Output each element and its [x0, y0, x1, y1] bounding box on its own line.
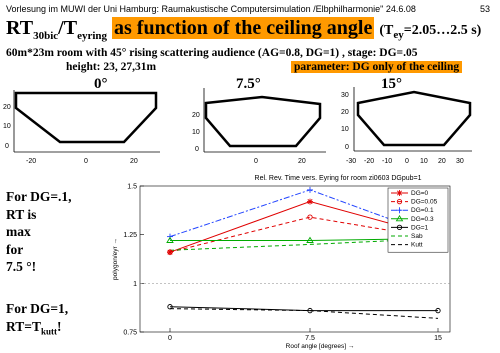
y-tick-label: 30 — [341, 92, 349, 99]
note-end: ! — [57, 318, 62, 334]
title-tail-sub: ey — [393, 28, 404, 41]
y-tick-label: 0 — [345, 144, 349, 151]
title-rt: RT — [6, 17, 34, 39]
note-line: max — [6, 224, 31, 239]
x-tick-label: 0 — [168, 335, 172, 342]
subtitle-room: 60m*23m room with 45° rising scattering audience (AG=0.8, DG=1) , stage: DG=.05 — [6, 47, 418, 59]
legend-label: DG=0 — [411, 190, 429, 197]
x-tick-label: -10 — [382, 158, 393, 165]
legend-marker — [397, 190, 403, 196]
x-tick-label: 20 — [298, 158, 306, 165]
room-section-plot-15 — [336, 85, 476, 169]
note-dg-1 — [6, 300, 68, 341]
note-line: RT is — [6, 206, 37, 222]
x-tick-label: 20 — [130, 158, 138, 165]
title-highlight: as function of the ceiling angle — [114, 17, 373, 39]
y-tick-label: 1.5 — [127, 183, 137, 191]
room-section-plot-0 — [2, 88, 162, 170]
note-line: For DG=.1, — [6, 189, 72, 204]
note-line: 7.5 °! — [6, 259, 37, 274]
y-tick-label: 0 — [195, 146, 199, 153]
note-line: For DG=1, — [6, 301, 69, 316]
x-tick-label: 7.5 — [305, 335, 315, 342]
parameter-note: parameter: DG only of the ceiling — [291, 61, 462, 73]
legend-label: Sab — [411, 233, 423, 240]
x-tick-label: 0 — [84, 158, 88, 165]
legend-label: DG=0.05 — [411, 198, 438, 206]
room-outline — [358, 92, 470, 145]
angle-label-15: 15° — [381, 76, 402, 92]
page-number: 53 — [479, 4, 490, 14]
note-line: for — [6, 241, 24, 257]
x-tick-label: 20 — [438, 158, 446, 165]
title-tail — [379, 23, 482, 41]
title-t-sub: eyring — [77, 30, 108, 42]
legend-label: Kutt — [411, 241, 423, 249]
room-section-plot-7-5 — [190, 88, 328, 170]
y-tick-label: 10 — [192, 129, 200, 136]
x-axis-label: Roof angle [degrees] → — [285, 343, 355, 350]
note-sub: kutt — [40, 326, 57, 337]
legend-label: DG=1 — [411, 224, 429, 232]
chart-title: Rel. Rev. Time vers. Eyring for room zi0603 DGpub=1 — [254, 175, 422, 182]
y-tick-label: 1.25 — [123, 232, 137, 240]
data-point — [307, 199, 313, 205]
data-point — [167, 234, 173, 240]
rev-time-chart — [100, 172, 492, 352]
x-tick-label: -20 — [364, 158, 375, 165]
y-tick-label: 20 — [3, 104, 11, 111]
angle-label-0: 0° — [94, 76, 108, 92]
note-line — [6, 318, 68, 341]
subtitle-height: height: 23, 27,31m — [66, 61, 157, 73]
x-tick-label: -30 — [346, 158, 357, 165]
x-tick-label: -20 — [26, 158, 37, 165]
title-tail-t: (T — [379, 23, 394, 38]
y-tick-label: 0.75 — [123, 329, 137, 337]
x-tick-label: 0 — [405, 158, 409, 165]
legend — [388, 188, 448, 252]
y-tick-label: 20 — [192, 112, 200, 119]
y-tick-label: 20 — [341, 109, 349, 116]
x-tick-label: 10 — [420, 158, 428, 165]
title-slash: /T — [58, 17, 78, 39]
room-outline — [206, 97, 320, 146]
y-tick-label: 0 — [5, 143, 9, 150]
legend-label: DG=0.1 — [411, 207, 434, 215]
slide-header: Vorlesung im MUWI der Uni Hamburg: Raumakustische Computersimulation /Elbphilharmonie" 24.6.08 — [6, 4, 416, 14]
angle-label-7-5: 7.5° — [236, 76, 261, 92]
slide-title — [6, 17, 481, 42]
x-tick-label: 15 — [434, 335, 442, 342]
data-point — [307, 187, 313, 193]
x-tick-label: 0 — [254, 158, 258, 165]
y-tick-label: 10 — [3, 123, 11, 130]
x-tick-label: 30 — [456, 158, 464, 165]
title-tail-end: =2.05…2.5 s) — [403, 23, 482, 38]
y-tick-label: 10 — [341, 126, 349, 133]
note-dg-0-1 — [6, 188, 72, 276]
series-line — [170, 307, 438, 311]
room-outline — [16, 93, 156, 142]
y-axis-label: polygon/eyr → — [112, 238, 119, 280]
title-rt-sub: 30bic — [33, 30, 59, 42]
note-text: RT=T — [6, 318, 41, 334]
legend-label: DG=0.3 — [411, 215, 434, 223]
y-tick-label: 1 — [133, 280, 137, 288]
